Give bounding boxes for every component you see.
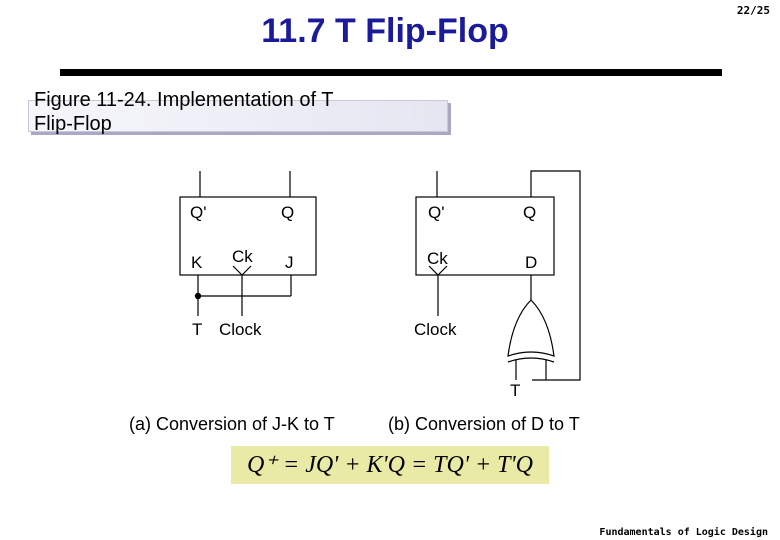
jk-qbar-label: Q' <box>190 203 207 222</box>
caption-a: (a) Conversion of J-K to T <box>129 414 335 434</box>
caption-line-1: Figure 11-24. Implementation of T <box>34 89 334 111</box>
characteristic-equation: Q⁺ = JQ' + K'Q = TQ' + T'Q <box>247 452 533 478</box>
jk-k-label: K <box>191 253 203 272</box>
jk-ck-label: Ck <box>232 247 253 266</box>
page-number: 22/25 <box>736 4 770 17</box>
d-clock-label: Clock <box>414 320 457 339</box>
xor-gate-body <box>508 300 554 356</box>
slide-title-text: 11.7 T Flip-Flop <box>261 12 509 50</box>
jk-q-label: Q <box>281 203 295 222</box>
jk-j-label: J <box>285 253 294 272</box>
d-ck-label: Ck <box>427 249 448 268</box>
jk-clock-triangle <box>233 266 251 275</box>
jk-clock-label: Clock <box>219 320 262 339</box>
footer-text: Fundamentals of Logic Design <box>599 527 768 538</box>
d-q-label: Q <box>523 203 537 222</box>
d-qbar-label: Q' <box>428 203 445 222</box>
jk-t-label: T <box>192 320 203 339</box>
d-t-label: T <box>510 381 521 400</box>
caption-b: (b) Conversion of D to T <box>388 414 580 434</box>
xor-gate-extra-curve <box>508 358 554 362</box>
jk-junction-dot <box>195 293 200 298</box>
caption-line-2: Flip-Flop <box>34 113 112 135</box>
jk-circuit <box>180 171 316 316</box>
d-d-label: D <box>525 253 538 272</box>
